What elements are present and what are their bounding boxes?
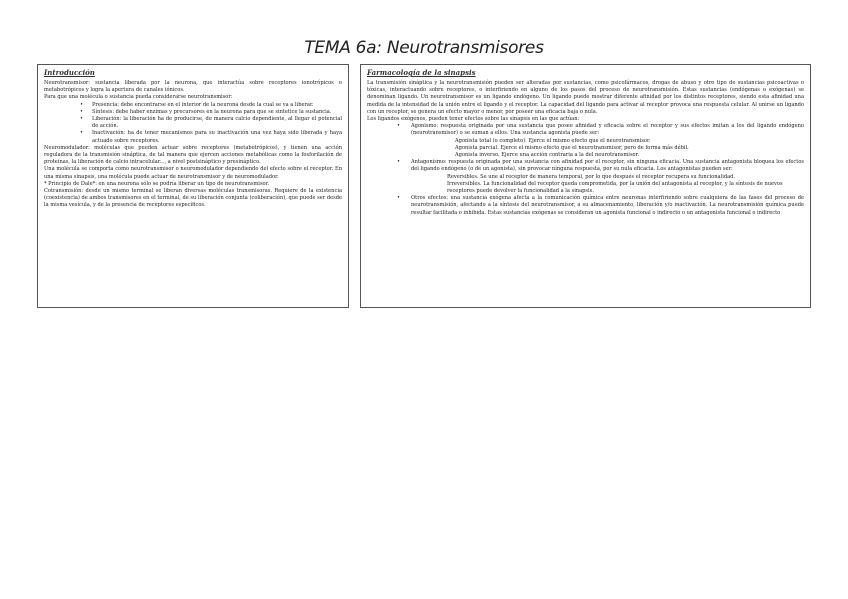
criteria-intro: Para que una molécula o sustancia pueda considerarse neurotransmisor:: [44, 94, 233, 101]
neuromodulator-definition: Neuromodulador: moléculas que pueden actuar sobre receptores (metabotrópicos), y tienen una acción reguladora de la transmisión sináptica, de tal manera que ejercen acciones metabólicas como la fosforilación de proteínas, la liberación de calcio intracelular..., a nivel postsináptico y presináptico.: [44, 144, 342, 166]
cotransmission-paragraph: Cotransmisión: desde un mismo terminal se liberan diversas moléculas transmisoras. Requiere de la existencia (coexistencia) de ambos transmisores en el terminal, de su liberación conjunta (coliberación), que puede ser desde la misma vesícula, y de la presencia de receptores específicos.: [44, 188, 342, 209]
sub-item: Irreversibles. La funcionalidad del receptor queda comprometida, por la unión del antagonista al receptor, y la síntesis de nuevos receptores puede devolver la funcionalidad a la sinapsis.: [447, 180, 783, 195]
exogenous-intro: Los ligandos exógenos, pueden tener efectos sobre las sinapsis en las que actúan:: [367, 116, 580, 123]
sub-item: Agonista inverso. Ejerce una acción contraria a la del neurotransmisor.: [455, 152, 640, 159]
pharmacology-heading: Farmacología de la sinapsis: [367, 68, 476, 77]
sub-item: Agonista total (o completo). Ejerce el mismo efecto que el neurotransmisor.: [455, 137, 651, 144]
intro-section: [37, 64, 349, 308]
agonism-item: • Agonismo: respuesta originada por una sustancia que posee afinidad y eficacia sobre el receptor y sus efectos imitan a los del ligando endógeno (neurotransmisor) o se suman a ellos. Una sustancia agonista puede ser:: [367, 123, 804, 137]
behavior-paragraph: Una molécula se comporta como neurotransmisor o neuromodulador dependiendo del efecto sobre el receptor. En una misma sinapsis, una molécula puede actuar de neurotransmisor y de neuromodulador.: [44, 166, 342, 180]
page-title: TEMA 6a: Neurotransmisores: [304, 38, 544, 58]
dale-principle: * Principio de Dale*: en una neurona sólo se podría liberar un tipo de neurotransmisor.: [44, 180, 270, 187]
neurotransmitter-definition: Neurotransmisor: sustancia liberada por la neurona, que interactúa sobre receptores ionotrópicos o metabotrópicos y logra la apertura de canales iónicos.: [44, 80, 342, 94]
sub-item: Reversibles. Se une al receptor de manera temporal, por lo que después el receptor recupera su funcionalidad.: [447, 173, 735, 180]
list-item: • Inactivación: ha de tener mecanismos para su inactivación una vez haya sido liberada y haya actuado sobre receptores.: [44, 130, 342, 144]
list-item: • Liberación: la liberación ha de producirse, de manera calcio dependiente, al llegar el potencial de acción.: [44, 116, 342, 130]
list-item: • Presencia: debe encontrarse en el interior de la neurona desde la cual se va a liberar.: [44, 102, 342, 109]
antagonism-item: • Antagonismo: respuesta originada por una sustancia con afinidad por el receptor, sin ninguna eficacia. Una sustancia antagonista bloquea los efectos del ligando endógeno (o de un agonista), sin provocar ninguna respuesta, por su nula eficacia. Los antagonistas pueden ser:: [367, 159, 804, 173]
intro-heading: Introducción: [44, 68, 95, 77]
list-item: • Síntesis: debe haber enzimas y precursores en la neurona para que se sintetice la sustancia.: [44, 109, 342, 116]
pharmacology-section: [360, 64, 811, 308]
pharmacology-intro: La transmisión sináptica y la neurotransmisión pueden ser alteradas por sustancias, como psicofármacos, drogas de abuso y otro tipo de sustancias psicoactivas o tóxicas, interactuando sobre receptores, o interfiriendo en alguno de los pasos del proceso de neurotransmisión. Estas sustancias (endógenas o exógenas) se denominan ligando. Un neurotransmisor es un ligando endógeno. Un ligando puede mostrar diferente afinidad por los distintos receptores, siendo esta afinidad una medida de la intensidad de la unión entre el ligando y el receptor. La capacidad del ligando para activar al receptor provoca una respuesta celular. Al unirse un ligando con un receptor, se genera un efecto mayor o menor, por poseer una eficacia baja o nula.: [367, 80, 804, 115]
sub-item: Agonista parcial. Ejerce el mismo efecto que el neurotransmisor, pero de forma más débil.: [455, 144, 689, 151]
other-effects-item: • Otros efectos: una sustancia exógena afecta a la comunicación química entre neuronas interfiriendo sobre cualquiera de las fases del proceso de neurotransmisión, afectando a la síntesis del neurotransmisor, a su almacenamiento, liberación y/o inactivación. La neurotransmisión química puede resultar facilitada o inhibida. Estas sustancias exógenas se consideran un agonista funcional o indirecto o un antagonista funcional o indirecto: [367, 195, 804, 217]
